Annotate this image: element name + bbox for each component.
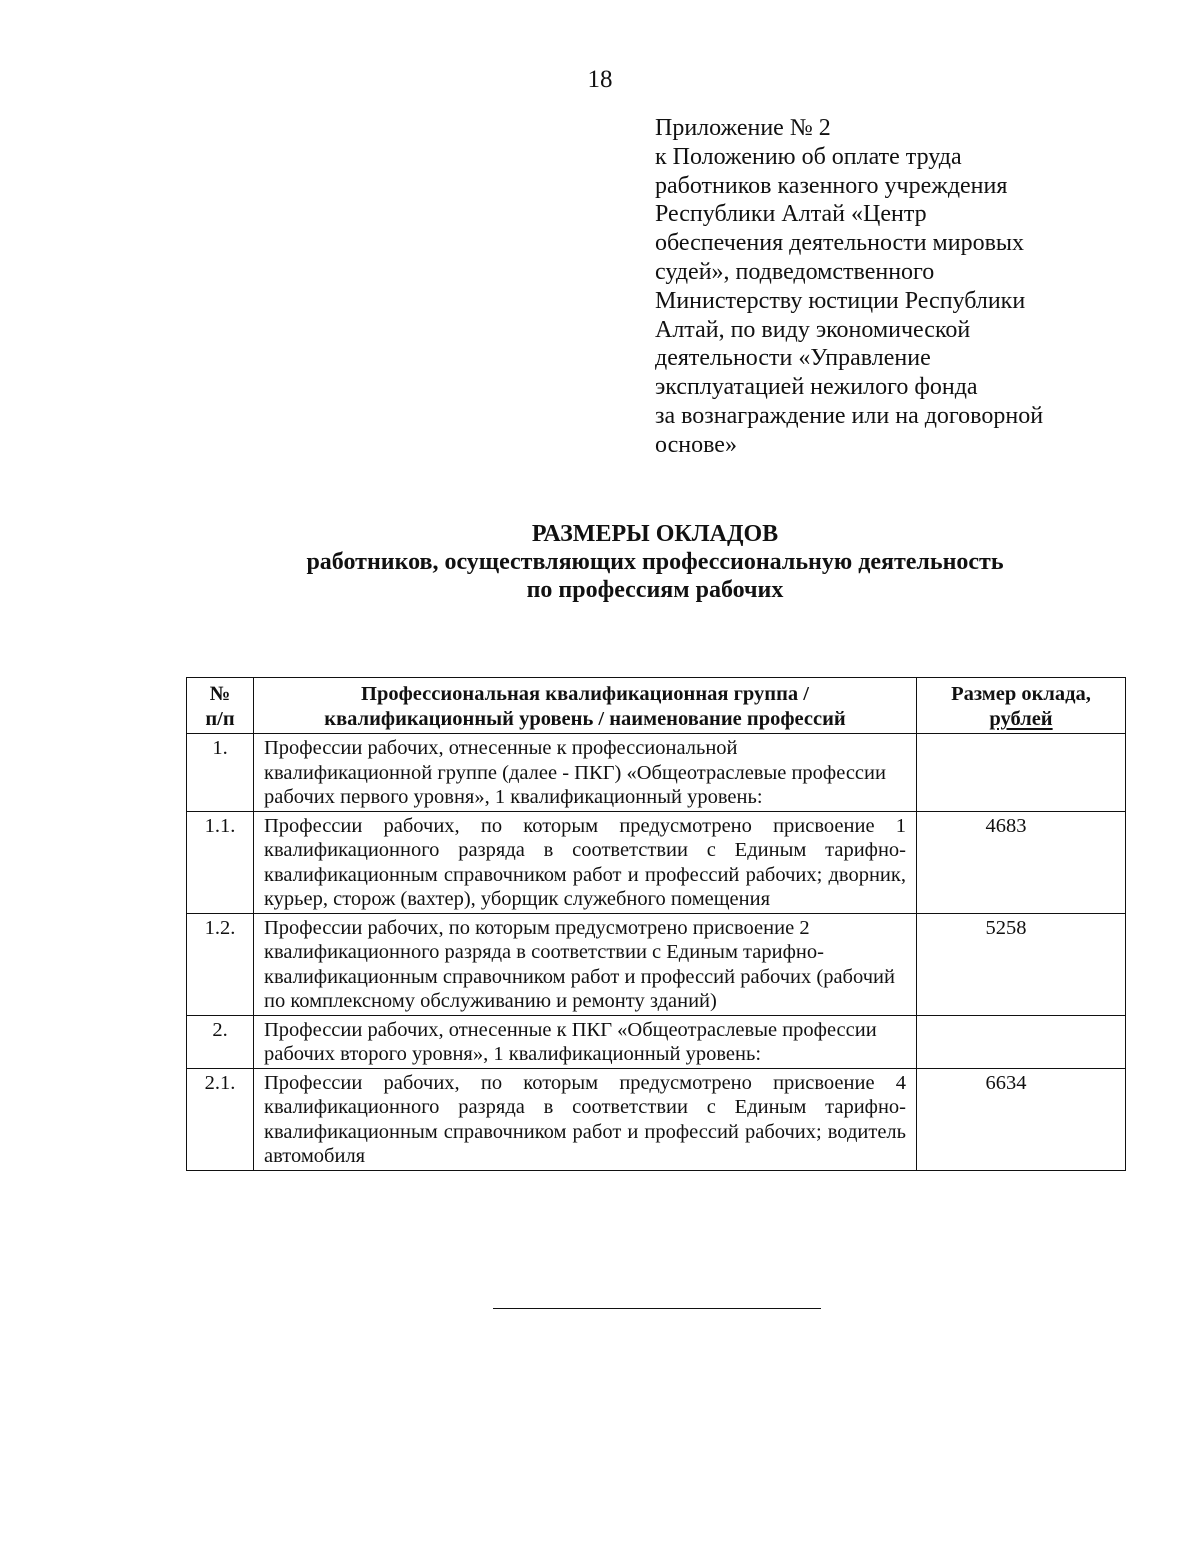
row-profession: Профессии рабочих, по которым предусмотрено присвоение 1 квалификационного разряда в соответствии с Единым тарифно-квалификационным справочником работ и профессий рабочих; дворник, курьер, сторож (вахтер), уборщик служебного помещения <box>254 811 917 913</box>
appendix-block <box>655 114 1125 460</box>
row-number: 1. <box>187 734 254 812</box>
row-salary <box>917 734 1126 812</box>
table-row <box>187 1068 1126 1170</box>
row-salary: 4683 <box>917 811 1126 913</box>
row-profession: Профессии рабочих, по которым предусмотрено присвоение 2 квалификационного разряда в соответствии с Единым тарифно-квалификационным справочником работ и профессий рабочих (рабочий по комплексному обслуживанию и ремонту зданий) <box>254 913 917 1015</box>
row-profession: Профессии рабочих, по которым предусмотрено присвоение 4 квалификационного разряда в соответствии с Единым тарифно-квалификационным справочником работ и профессий рабочих; водитель автомобиля <box>254 1068 917 1170</box>
row-profession: Профессии рабочих, отнесенные к профессиональной квалификационной группе (далее - ПКГ) «Общеотраслевые профессии рабочих первого уровня», 1 квалификационный уровень: <box>254 734 917 812</box>
end-separator-line <box>493 1308 821 1309</box>
table-header-row <box>187 678 1126 734</box>
row-salary: 6634 <box>917 1068 1126 1170</box>
title-heading: РАЗМЕРЫ ОКЛАДОВ <box>531 521 779 547</box>
row-number: 1.1. <box>187 811 254 913</box>
table-row <box>187 734 1126 812</box>
row-number: 2. <box>187 1015 254 1068</box>
appendix-line: деятельности «Управление <box>655 345 931 372</box>
row-salary: 5258 <box>917 913 1126 1015</box>
header-salary: Размер оклада, рублей <box>917 678 1126 734</box>
salary-table <box>186 677 1126 1171</box>
page-number: 18 <box>587 66 613 93</box>
row-salary <box>917 1015 1126 1068</box>
row-number: 2.1. <box>187 1068 254 1170</box>
title-subtitle-line: работников, осуществляющих профессиональную деятельность <box>306 549 1004 575</box>
row-number: 1.2. <box>187 913 254 1015</box>
appendix-line: Министерству юстиции Республики <box>655 287 1026 314</box>
appendix-line: эксплуатацией нежилого фонда <box>655 374 978 401</box>
appendix-line: судей», подведомственного <box>655 258 935 285</box>
appendix-line: Приложение № 2 <box>655 115 831 141</box>
table-row <box>187 1015 1126 1068</box>
appendix-line: обеспечения деятельности мировых <box>655 230 1025 257</box>
header-group-name: Профессиональная квалификационная группа / квалификационный уровень / наименование профессий <box>254 678 917 734</box>
document-title <box>0 520 1200 604</box>
appendix-line: к Положению об оплате труда <box>655 143 962 170</box>
appendix-line: Алтай, по виду экономической <box>655 316 971 343</box>
header-number: № п/п <box>187 678 254 734</box>
table-row <box>187 913 1126 1015</box>
appendix-line: основе» <box>655 431 737 458</box>
row-profession: Профессии рабочих, отнесенные к ПКГ «Общеотраслевые профессии рабочих второго уровня», 1 квалификационный уровень: <box>254 1015 917 1068</box>
appendix-line: работников казенного учреждения <box>655 172 1008 199</box>
table-row <box>187 811 1126 913</box>
title-subtitle-line: по профессиям рабочих <box>526 577 784 603</box>
appendix-line: Республики Алтай «Центр <box>655 201 927 228</box>
appendix-line: за вознаграждение или на договорной <box>655 402 1044 429</box>
